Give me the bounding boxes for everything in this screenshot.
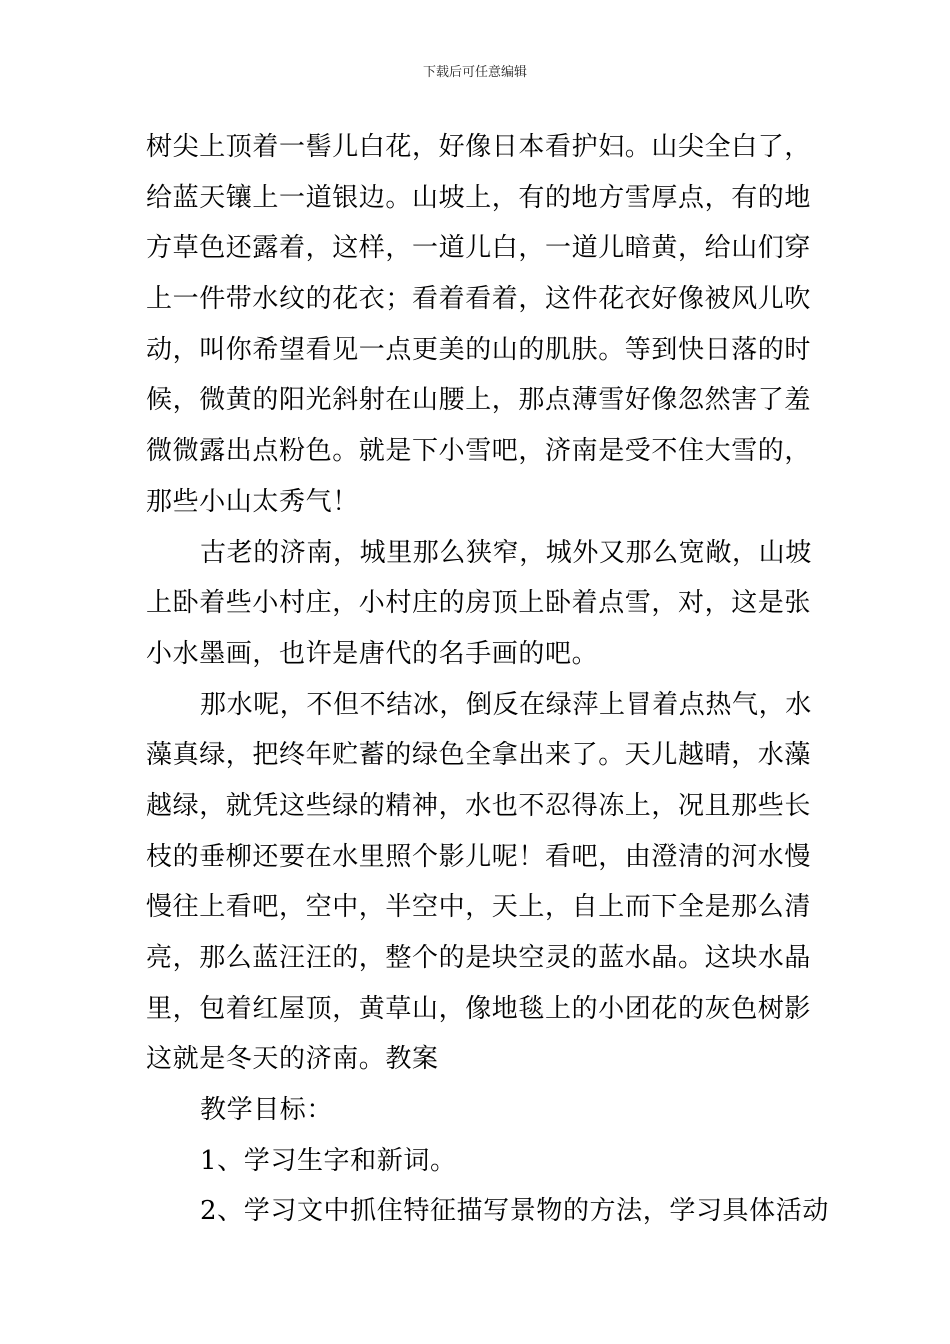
text-line: 上一件带水纹的花衣；看着看着，这件花衣好像被风儿吹 [146, 284, 812, 315]
text-line: 动，叫你希望看见一点更美的山的肌肤。等到快日落的时 [146, 334, 812, 365]
text-line: 枝的垂柳还要在水里照个影儿呢！看吧，由澄清的河水慢 [146, 841, 812, 872]
text-line: 候，微黄的阳光斜射在山腰上，那点薄雪好像忽然害了羞 [146, 385, 812, 416]
text-line: 这就是冬天的济南。教案 [146, 1044, 439, 1075]
section-heading-teaching-goals: 教学目标： [200, 1095, 334, 1126]
text-line: 越绿，就凭这些绿的精神，水也不忍得冻上，况且那些长 [146, 790, 812, 821]
text-line: 方草色还露着，这样，一道儿白，一道儿暗黄，给山们穿 [146, 233, 812, 264]
goal-item-1: 1、学习生字和新词。 [200, 1145, 457, 1176]
text-line: 亮，那么蓝汪汪的，整个的是块空灵的蓝水晶。这块水晶 [146, 943, 812, 973]
page-header: 下载后可任意编辑 [422, 65, 527, 80]
text-line: 里，包着红屋顶，黄草山，像地毯上的小团花的灰色树影 [146, 993, 812, 1024]
text-line: 给蓝天镶上一道银边。山坡上，有的地方雪厚点，有的地 [146, 182, 812, 213]
paragraph-start-line: 古老的济南，城里那么狭窄，城外又那么宽敞，山坡 [200, 537, 812, 568]
text-line: 上卧着些小村庄，小村庄的房顶上卧着点雪，对，这是张 [146, 588, 812, 619]
text-line: 那些小山太秀气！ [146, 486, 359, 517]
text-line: 树尖上顶着一髻儿白花，好像日本看护妇。山尖全白了， [146, 132, 812, 162]
text-line: 微微露出点粉色。就是下小雪吧，济南是受不住大雪的， [146, 436, 812, 467]
goal-item-2: 2、学习文中抓住特征描写景物的方法，学习具体活动 [200, 1196, 829, 1227]
text-line: 小水墨画，也许是唐代的名手画的吧。 [146, 638, 599, 669]
text-line: 慢往上看吧，空中，半空中，天上，自上而下全是那么清 [146, 892, 812, 923]
text-line: 藻真绿，把终年贮蓄的绿色全拿出来了。天儿越晴，水藻 [146, 740, 812, 771]
paragraph-start-line: 那水呢，不但不结冰，倒反在绿萍上冒着点热气，水 [200, 689, 812, 720]
document-body [146, 122, 829, 1237]
